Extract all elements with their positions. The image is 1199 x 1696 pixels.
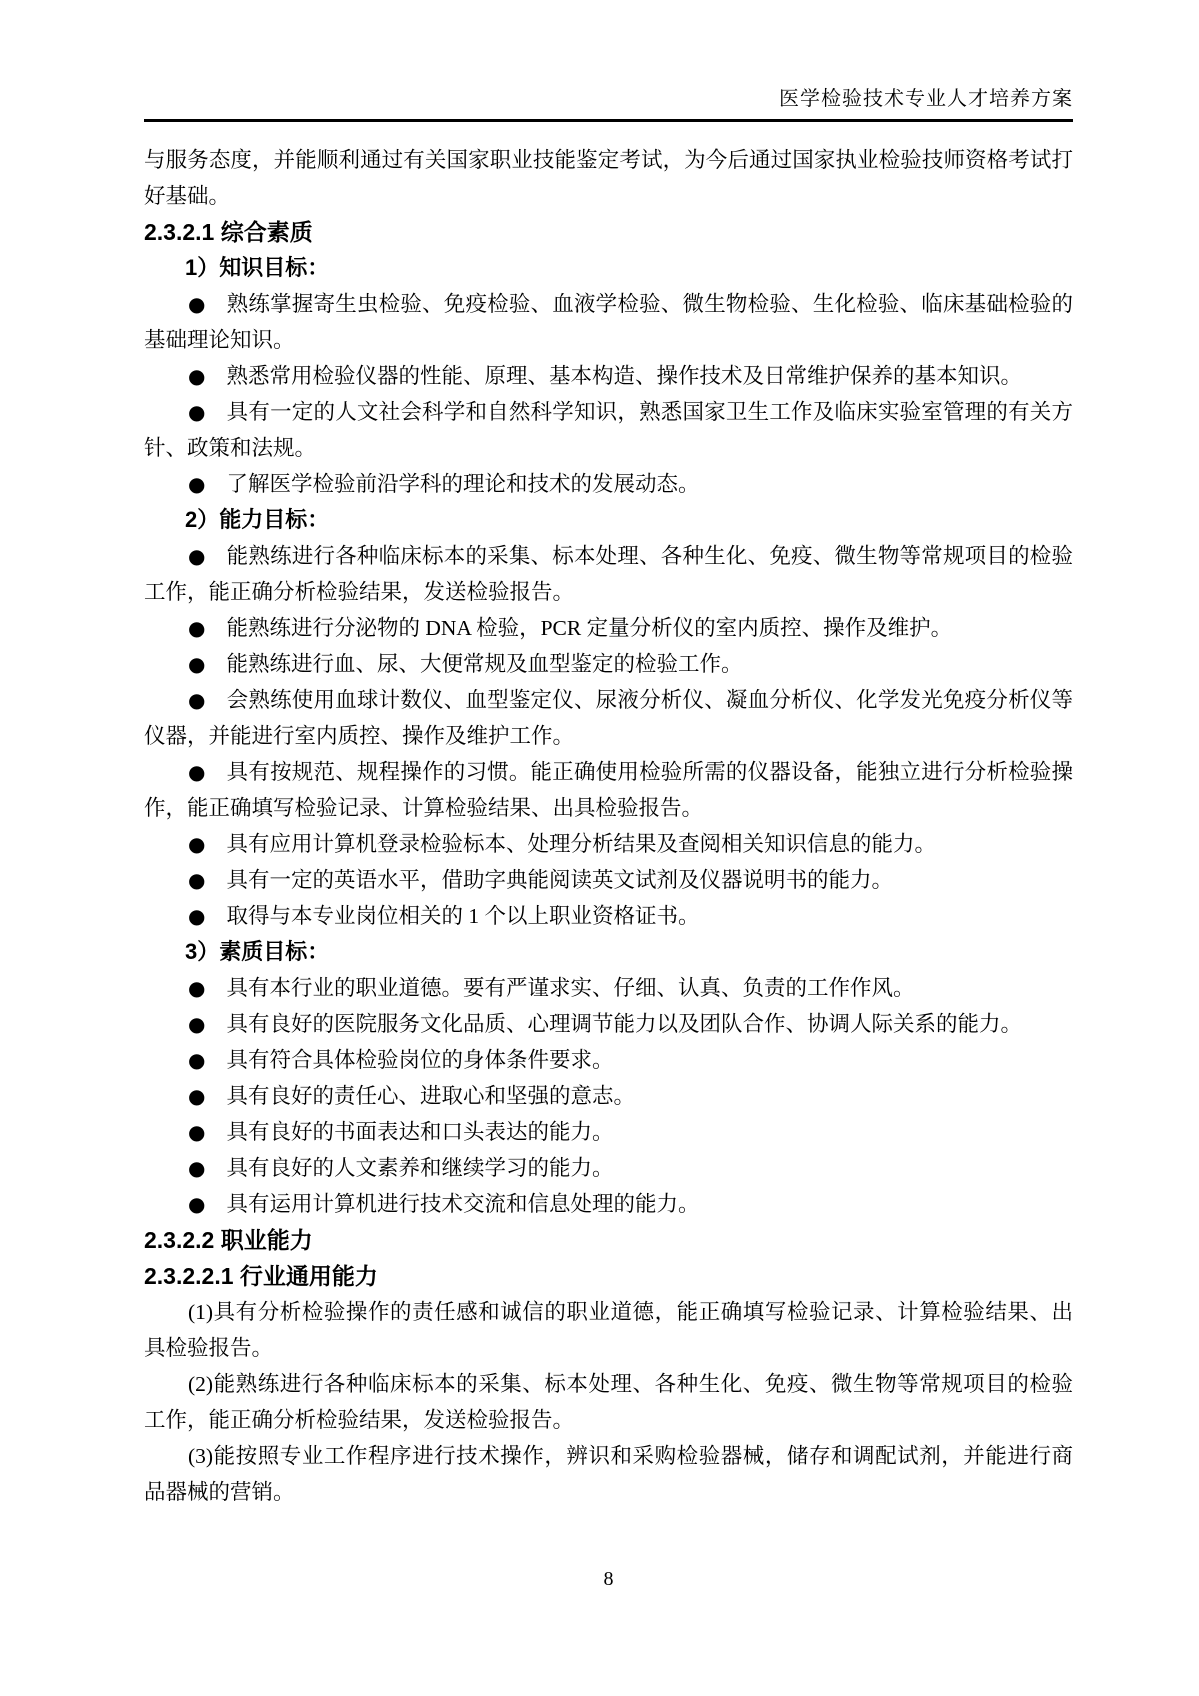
bullet-text: 能熟练进行各种临床标本的采集、标本处理、各种生化、免疫、微生物等常规项目的检验工作，能正确分析检验结果，发送检验报告。 (144, 544, 1074, 604)
header-title: 医学检验技术专业人才培养方案 (779, 88, 1073, 110)
header-rule (144, 119, 1073, 122)
bullet-item (144, 466, 1073, 502)
bullet-text: 熟练掌握寄生虫检验、免疫检验、血液学检验、微生物检验、生化检验、临床基础检验的基础理论知识。 (144, 292, 1074, 352)
bullet-text: 具有一定的人文社会科学和自然科学知识，熟悉国家卫生工作及临床实验室管理的有关方针、政策和法规。 (144, 400, 1074, 460)
bullet-icon: ● (188, 1084, 206, 1108)
sub-heading: 2）能力目标： (185, 507, 330, 532)
bullet-icon: ● (188, 832, 206, 856)
section-heading: 2.3.2.1 综合素质 (144, 219, 313, 245)
bullet-item (144, 1006, 1073, 1042)
bullet-text: 具有本行业的职业道德。要有严谨求实、仔细、认真、负责的工作作风。 (226, 976, 915, 1000)
bullet-text: 具有良好的医院服务文化品质、心理调节能力以及团队合作、协调人际关系的能力。 (226, 1012, 1022, 1036)
bullet-item (144, 1078, 1073, 1114)
bullet-item (144, 862, 1073, 898)
bullet-item (144, 394, 1073, 466)
bullet-item (144, 826, 1073, 862)
bullet-icon: ● (188, 868, 206, 892)
page-number: 8 (603, 1568, 614, 1590)
paragraph: 与服务态度，并能顺利通过有关国家职业技能鉴定考试，为今后通过国家执业检验技师资格考试打好基础。 (144, 148, 1073, 208)
document-content (144, 142, 1073, 1510)
bullet-icon: ● (188, 1012, 206, 1036)
bullet-text: 能熟练进行血、尿、大便常规及血型鉴定的检验工作。 (226, 652, 743, 676)
bullet-item (144, 754, 1073, 826)
bullet-item (144, 1150, 1073, 1186)
bullet-item (144, 358, 1073, 394)
bullet-item (144, 610, 1073, 646)
bullet-item (144, 646, 1073, 682)
numbered-paragraph: (3)能按照专业工作程序进行技术操作，辨识和采购检验器械，储存和调配试剂，并能进行商品器械的营销。 (144, 1444, 1073, 1504)
bullet-text: 能熟练进行分泌物的 DNA 检验，PCR 定量分析仪的室内质控、操作及维护。 (226, 616, 953, 640)
bullet-icon: ● (188, 1192, 206, 1216)
bullet-icon: ● (188, 976, 206, 1000)
bullet-item (144, 1042, 1073, 1078)
bullet-icon: ● (188, 904, 206, 928)
bullet-icon: ● (188, 1048, 206, 1072)
bullet-icon: ● (188, 652, 206, 676)
bullet-item (144, 1186, 1073, 1222)
sub-heading: 1）知识目标： (185, 255, 330, 280)
bullet-icon: ● (188, 544, 206, 568)
bullet-icon: ● (188, 472, 206, 496)
bullet-icon: ● (188, 1156, 206, 1180)
bullet-icon: ● (188, 364, 206, 388)
bullet-text: 了解医学检验前沿学科的理论和技术的发展动态。 (226, 472, 700, 496)
page-footer (144, 1566, 1073, 1592)
bullet-text: 具有良好的书面表达和口头表达的能力。 (226, 1120, 614, 1144)
bullet-item (144, 898, 1073, 934)
bullet-icon: ● (188, 292, 206, 316)
bullet-text: 具有应用计算机登录检验标本、处理分析结果及查阅相关知识信息的能力。 (226, 832, 936, 856)
bullet-text: 具有一定的英语水平，借助字典能阅读英文试剂及仪器说明书的能力。 (226, 868, 893, 892)
bullet-text: 具有良好的责任心、进取心和坚强的意志。 (226, 1084, 635, 1108)
bullet-icon: ● (188, 1120, 206, 1144)
bullet-icon: ● (188, 688, 206, 712)
bullet-text: 熟悉常用检验仪器的性能、原理、基本构造、操作技术及日常维护保养的基本知识。 (226, 364, 1022, 388)
numbered-paragraph: (2)能熟练进行各种临床标本的采集、标本处理、各种生化、免疫、微生物等常规项目的检验工作，能正确分析检验结果，发送检验报告。 (144, 1372, 1073, 1432)
bullet-item (144, 538, 1073, 610)
bullet-item (144, 970, 1073, 1006)
bullet-text: 具有按规范、规程操作的习惯。能正确使用检验所需的仪器设备，能独立进行分析检验操作，能正确填写检验记录、计算检验结果、出具检验报告。 (144, 760, 1074, 820)
bullet-item (144, 682, 1073, 754)
bullet-item (144, 286, 1073, 358)
bullet-text: 具有运用计算机进行技术交流和信息处理的能力。 (226, 1192, 700, 1216)
bullet-icon: ● (188, 400, 206, 424)
bullet-icon: ● (188, 616, 206, 640)
page-header (144, 86, 1073, 122)
bullet-item (144, 1114, 1073, 1150)
bullet-text: 具有符合具体检验岗位的身体条件要求。 (226, 1048, 614, 1072)
section-heading: 2.3.2.2 职业能力 (144, 1227, 313, 1253)
bullet-icon: ● (188, 760, 206, 784)
bullet-text: 取得与本专业岗位相关的 1 个以上职业资格证书。 (226, 904, 700, 928)
bullet-text: 具有良好的人文素养和继续学习的能力。 (226, 1156, 614, 1180)
numbered-paragraph: (1)具有分析检验操作的责任感和诚信的职业道德，能正确填写检验记录、计算检验结果、出具检验报告。 (144, 1300, 1073, 1360)
section-heading: 2.3.2.2.1 行业通用能力 (144, 1263, 378, 1289)
sub-heading: 3）素质目标： (185, 939, 330, 964)
bullet-text: 会熟练使用血球计数仪、血型鉴定仪、尿液分析仪、凝血分析仪、化学发光免疫分析仪等仪器，并能进行室内质控、操作及维护工作。 (144, 688, 1074, 748)
